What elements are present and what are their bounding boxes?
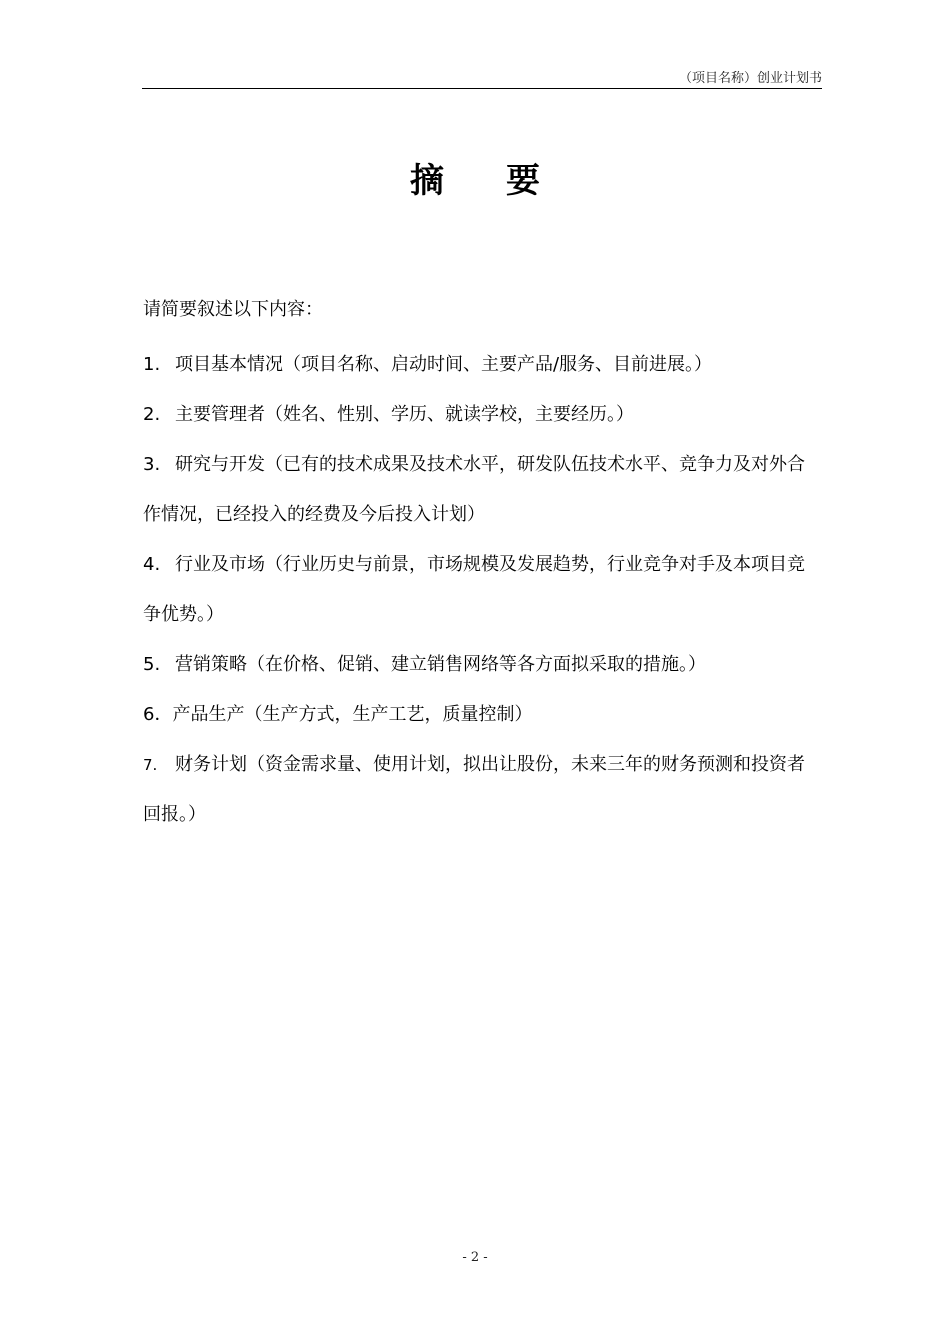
page-title (0, 158, 950, 204)
list-item (143, 690, 821, 740)
page-header (142, 70, 822, 89)
list-item-number: 7. (143, 756, 158, 774)
list-item-text: 项目基本情况（项目名称、启动时间、主要产品/服务、目前进展。） (175, 354, 713, 375)
list-item-text: 主要管理者（姓名、性别、学历、就读学校，主要经历。） (175, 404, 634, 425)
list-item-text: 财务计划（资金需求量、使用计划，拟出让股份，未来三年的财务预测和投资者回报。） (143, 754, 805, 825)
header-title: （项目名称）创业计划书 (678, 71, 822, 86)
list-item-text: 营销策略（在价格、促销、建立销售网络等各方面拟采取的措施。） (175, 654, 706, 675)
list-item-number: 6． (143, 704, 173, 725)
list-item-number: 3. (143, 454, 161, 475)
title-char-2: 要 (506, 161, 540, 201)
list-item (143, 640, 821, 690)
summary-content (143, 290, 821, 840)
list-item (143, 340, 821, 390)
list-item-number: 5. (143, 654, 161, 675)
list-item (143, 540, 821, 640)
intro-text: 请简要叙述以下内容： (143, 299, 323, 320)
list-item (143, 440, 821, 540)
list-item-number: 2. (143, 404, 161, 425)
list-item (143, 390, 821, 440)
list-item (143, 740, 821, 840)
list-item-text: 产品生产（生产方式，生产工艺，质量控制） (172, 704, 533, 725)
list-item-text: 行业及市场（行业历史与前景，市场规模及发展趋势，行业竞争对手及本项目竞争优势。） (143, 554, 805, 625)
page-number: - 2 - (462, 1250, 488, 1265)
list-item-number: 1. (143, 354, 161, 375)
list-item-number: 4. (143, 554, 161, 575)
title-char-1: 摘 (410, 161, 444, 201)
list-item-text: 研究与开发（已有的技术成果及技术水平，研发队伍技术水平、竞争力及对外合作情况，已经投入的经费及今后投入计划） (143, 454, 805, 525)
